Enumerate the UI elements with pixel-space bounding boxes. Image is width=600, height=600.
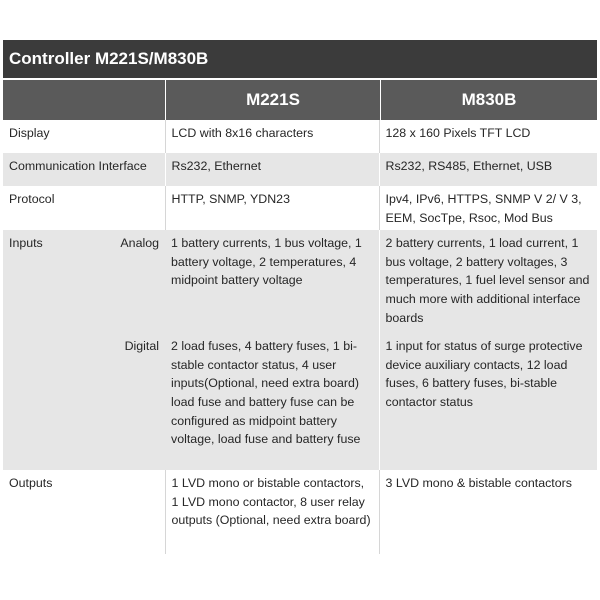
table-header: [3, 80, 597, 120]
m221s-cell: 2 load fuses, 4 battery fuses, 1 bi-stable contactor status, 4 user inputs(Optional, need extra board) load fuse and battery fuse can be configured as midpoint battery voltage, load fuse and battery fuse: [165, 333, 379, 470]
m221s-cell: 1 LVD mono or bistable contactors, 1 LVD mono contactor, 8 user relay outputs (Optional, need extra board): [165, 470, 379, 554]
row-label: Display: [3, 120, 165, 153]
page-title: Controller M221S/M830B: [3, 40, 597, 78]
spec-document: [3, 40, 597, 554]
spec-table: [3, 120, 597, 554]
table-row: [3, 470, 597, 554]
m830b-cell: 3 LVD mono & bistable contactors: [379, 470, 597, 554]
m830b-cell: Rs232, RS485, Ethernet, USB: [379, 153, 597, 186]
m830b-cell: 1 input for status of surge protective device auxiliary contacts, 12 load fuses, 6 battery fuses, bi-stable contactor status: [379, 333, 597, 470]
row-label-empty: [3, 333, 100, 470]
table-row: [3, 153, 597, 186]
row-sublabel: Digital: [100, 333, 165, 470]
table-row: [3, 120, 597, 153]
row-label: Protocol: [3, 186, 165, 230]
m221s-cell: LCD with 8x16 characters: [165, 120, 379, 153]
table-row: [3, 230, 597, 333]
table-row: [3, 186, 597, 230]
m221s-cell: 1 battery currents, 1 bus voltage, 1 battery voltage, 2 temperatures, 4 midpoint battery voltage: [165, 230, 379, 333]
m830b-cell: 128 x 160 Pixels TFT LCD: [379, 120, 597, 153]
m830b-cell: 2 battery currents, 1 load current, 1 bus voltage, 2 battery voltages, 3 temperatures, 1 fuel level sensor and much more with additional interface boards: [379, 230, 597, 333]
row-sublabel: Analog: [100, 230, 165, 333]
m221s-cell: HTTP, SNMP, YDN23: [165, 186, 379, 230]
column-header-m830b: M830B: [461, 90, 517, 109]
m830b-cell: Ipv4, IPv6, HTTPS, SNMP V 2/ V 3, EEM, SocTpe, Rsoc, Mod Bus: [379, 186, 597, 230]
row-label: Outputs: [3, 470, 165, 554]
header-blank-cell: [3, 80, 166, 120]
m221s-cell: Rs232, Ethernet: [165, 153, 379, 186]
column-header-m221s: M221S: [166, 80, 381, 120]
row-label: Inputs: [3, 230, 100, 333]
row-label: Communication Interface: [3, 153, 165, 186]
table-row: [3, 333, 597, 470]
